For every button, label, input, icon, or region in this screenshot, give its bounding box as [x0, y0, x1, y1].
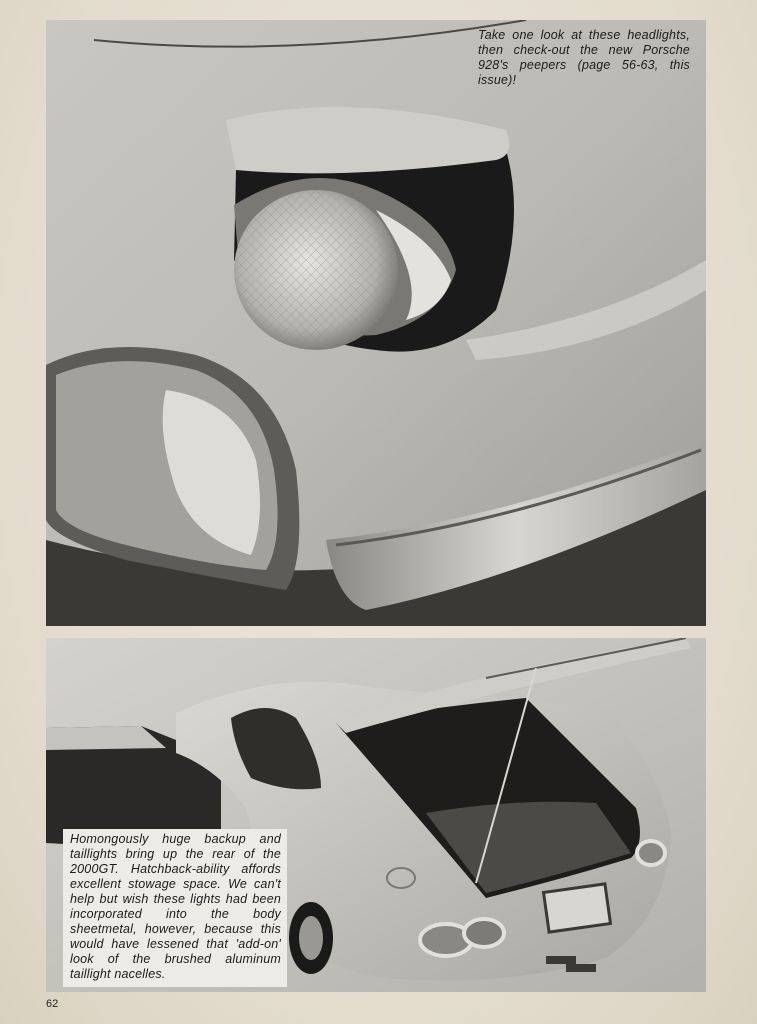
- page-number: 62: [46, 998, 59, 1010]
- top-photo-caption: Take one look at these headlights, then check-out the new Porsche 928's peepers (page 56-63, this issue)!: [478, 28, 690, 87]
- headlight-photo-illustration: [46, 20, 706, 626]
- bottom-photo-caption: Homongously huge backup and taillights bring up the rear of the 2000GT. Hatchback-ability affords excellent stowage space. We can't help but wish these lights had been incorporated into the body sheetmetal, however, because this would have lessened that 'add-on' look of the brushed aluminum taillight nacelles.: [63, 829, 287, 987]
- headlight-photo: [46, 20, 706, 626]
